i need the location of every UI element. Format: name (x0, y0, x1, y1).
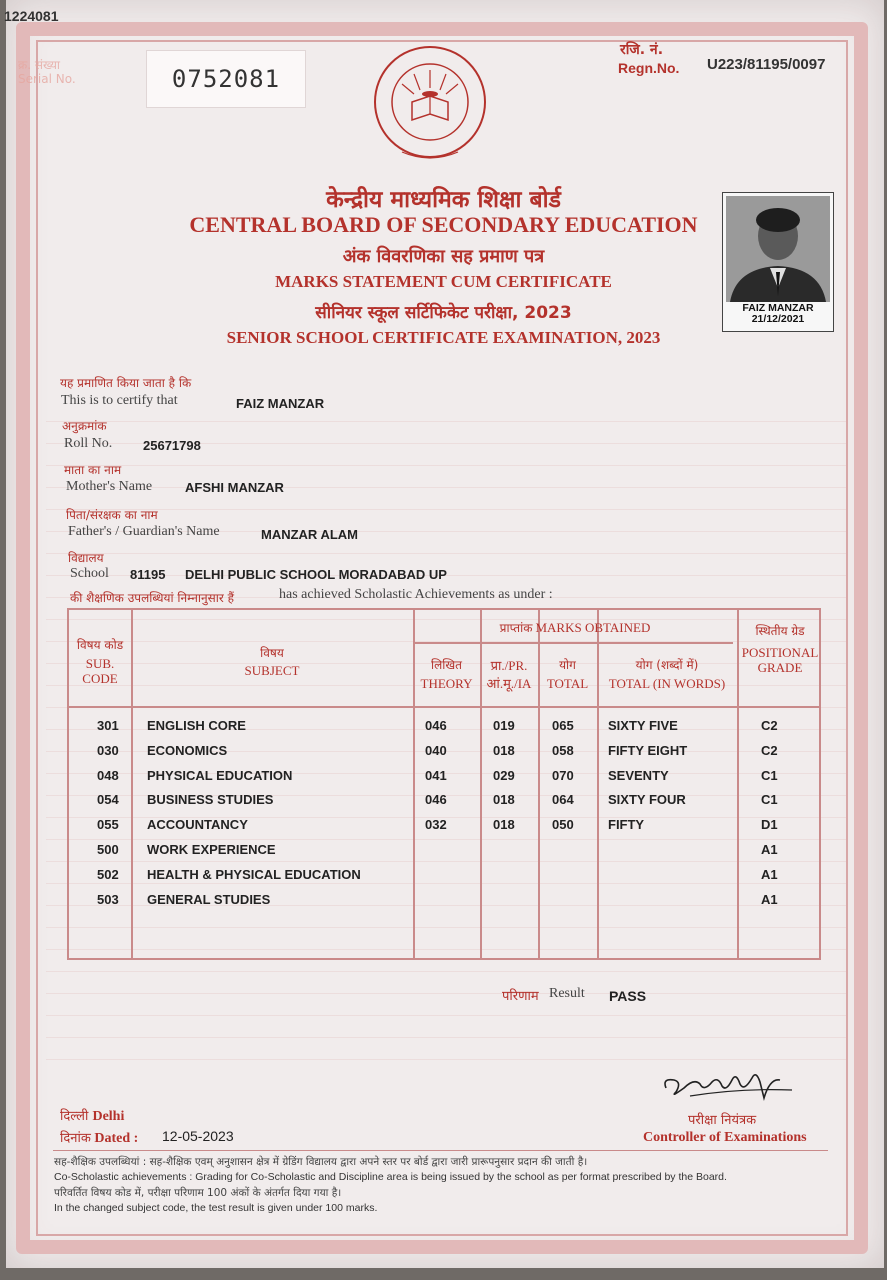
cell-words: FIFTY (608, 817, 645, 833)
cell-name: ECONOMICS (147, 742, 228, 758)
cell-total: 070 (552, 767, 574, 783)
father-label-hi: पिता/संरक्षक का नाम (66, 508, 158, 522)
footer-divider (53, 1150, 828, 1151)
certify-label-hi: यह प्रमाणित किया जाता है कि (60, 376, 192, 390)
roll-number: 25671798 (143, 438, 201, 453)
regn-label-hi: रजि. नं. (620, 42, 664, 58)
school-label-hi: विद्यालय (68, 551, 104, 565)
cell-pr: 019 (493, 718, 515, 733)
cell-total: 050 (552, 817, 574, 833)
place: दिल्ली Delhi (60, 1109, 125, 1124)
board-name-hi: केन्द्रीय माध्यमिक शिक्षा बोर्ड (326, 187, 561, 213)
cell-grade: A1 (761, 866, 778, 882)
result-label-hi: परिणाम (502, 989, 539, 1004)
doc-title-hi: अंक विवरणिका सह प्रमाण पत्र (342, 246, 545, 267)
footnote-changed-hi: परिवर्तित विषय कोड में, परीक्षा परिणाम 100 अंकों के अंतर्गत दिया गया है। (54, 1187, 342, 1199)
cell-words: FIFTY EIGHT (608, 742, 688, 758)
cell-grade: A1 (761, 842, 778, 857)
col-total-words: योग (शब्दों में) TOTAL (IN WORDS) (608, 658, 726, 691)
cell-name: PHYSICAL EDUCATION (147, 767, 293, 783)
dated-value: 12-05-2023 (162, 1128, 234, 1144)
mother-label-hi: माता का नाम (64, 463, 122, 477)
cell-grade: D1 (761, 817, 778, 833)
cell-name: GENERAL STUDIES (147, 891, 271, 907)
cell-pr: 029 (493, 767, 515, 783)
school-code: 81195 (130, 567, 166, 582)
cell-words: SIXTY FOUR (608, 792, 686, 808)
controller-title-hi: परीक्षा नियंत्रक (688, 1113, 757, 1128)
father-label: Father's / Guardian's Name (68, 524, 220, 539)
col-subject: विषय SUBJECT (244, 646, 300, 678)
student-photo (722, 192, 834, 332)
footnote-cosch-hi: सह-शैक्षिक उपलब्धियां : सह-शैक्षिक एवम् अनुशासन क्षेत्र में ग्रेडिंग विद्यालय द्वारा अपने स्तर पर बोर्ड द्वारा जारी प्रारूपनुसार प्रदान की जाती है। (54, 1156, 588, 1168)
cell-code: 030 (97, 742, 119, 758)
roll-label-hi: अनुक्रमांक (62, 419, 107, 433)
cell-theory: 046 (425, 792, 447, 808)
cell-grade: C2 (761, 742, 778, 758)
cell-total: 058 (552, 742, 574, 758)
col-total: योग TOTAL (546, 658, 589, 691)
faded-serial-label: क्र. संख्या Serial No. (18, 58, 76, 86)
cell-grade: C1 (761, 767, 778, 783)
school-name: DELHI PUBLIC SCHOOL MORADABAD UP (185, 567, 447, 582)
cell-name: WORK EXPERIENCE (147, 842, 276, 857)
col-grade: स्थितीय ग्रेड POSITIONAL GRADE (741, 624, 819, 675)
cell-name: BUSINESS STUDIES (147, 792, 274, 808)
cell-total: 064 (552, 792, 574, 808)
photo-name: FAIZ MANZAR (742, 302, 814, 314)
footnote-cosch: Co-Scholastic achievements : Grading for Co-Scholastic and Discipline area is being issued by the school as per format prescribed by the Board. (54, 1171, 727, 1183)
regn-label: Regn.No. (618, 60, 680, 76)
mother-label: Mother's Name (66, 479, 153, 494)
controller-signature (660, 1058, 800, 1110)
father-name: MANZAR ALAM (261, 527, 358, 542)
cell-code: 500 (97, 842, 119, 857)
cell-theory: 040 (425, 742, 447, 758)
cbse-emblem-icon (372, 40, 488, 170)
top-number: 1224081 (4, 8, 59, 24)
cell-words: SEVENTY (608, 767, 669, 783)
cell-code: 055 (97, 817, 119, 833)
cell-grade: C1 (761, 792, 778, 808)
cell-grade: A1 (761, 891, 778, 907)
cell-grade: C2 (761, 718, 778, 733)
cell-name: ACCOUNTANCY (147, 817, 248, 833)
cell-name: ENGLISH CORE (147, 718, 246, 733)
col-sub-code: विषय कोड SUB. CODE (76, 638, 124, 686)
cell-name: HEALTH & PHYSICAL EDUCATION (147, 866, 361, 882)
marks-table (67, 608, 821, 960)
achieve-label: has achieved Scholastic Achievements as under : (279, 587, 553, 602)
dated-label: दिनांक Dated : (60, 1131, 139, 1146)
exam-title-hi: सीनियर स्कूल सर्टिफिकेट परीक्षा, 2023 (315, 303, 572, 323)
cell-code: 503 (97, 891, 119, 907)
cell-pr: 018 (493, 817, 515, 833)
school-label: School (70, 566, 109, 581)
col-marks-obtained: प्राप्तांक MARKS OBTAINED (499, 620, 651, 635)
controller-title: Controller of Examinations (643, 1130, 807, 1145)
mother-name: AFSHI MANZAR (185, 480, 284, 495)
photo-date: 21/12/2021 (751, 313, 805, 325)
regn-number: U223/81195/0097 (707, 56, 826, 73)
cell-code: 502 (97, 866, 119, 882)
cell-theory: 032 (425, 817, 447, 833)
cell-code: 048 (97, 767, 119, 783)
cell-theory: 046 (425, 718, 447, 733)
cell-total: 065 (552, 718, 574, 733)
achieve-label-hi: की शैक्षणिक उपलब्धियां निम्नानुसार हैं (70, 591, 234, 605)
cell-code: 054 (97, 792, 119, 808)
portrait-image (726, 196, 830, 302)
cell-words: SIXTY FIVE (608, 718, 678, 733)
board-name: CENTRAL BOARD OF SECONDARY EDUCATION (189, 212, 698, 237)
cell-theory: 041 (425, 767, 447, 783)
footnote-changed: In the changed subject code, the test result is given under 100 marks. (54, 1202, 378, 1214)
student-name: FAIZ MANZAR (236, 396, 325, 411)
cell-pr: 018 (493, 792, 515, 808)
doc-title: MARKS STATEMENT CUM CERTIFICATE (275, 272, 612, 291)
result-value: PASS (609, 988, 647, 1004)
result-label: Result (549, 986, 585, 1001)
col-practical: प्रा./PR. आं.मू./IA (486, 658, 532, 691)
serial-number: 0752081 (146, 50, 306, 108)
certify-label: This is to certify that (61, 393, 178, 408)
exam-title: SENIOR SCHOOL CERTIFICATE EXAMINATION, 2023 (226, 328, 661, 347)
cell-code: 301 (97, 718, 119, 733)
cell-pr: 018 (493, 742, 515, 758)
col-theory: लिखित THEORY (420, 658, 473, 691)
roll-label: Roll No. (64, 436, 113, 451)
